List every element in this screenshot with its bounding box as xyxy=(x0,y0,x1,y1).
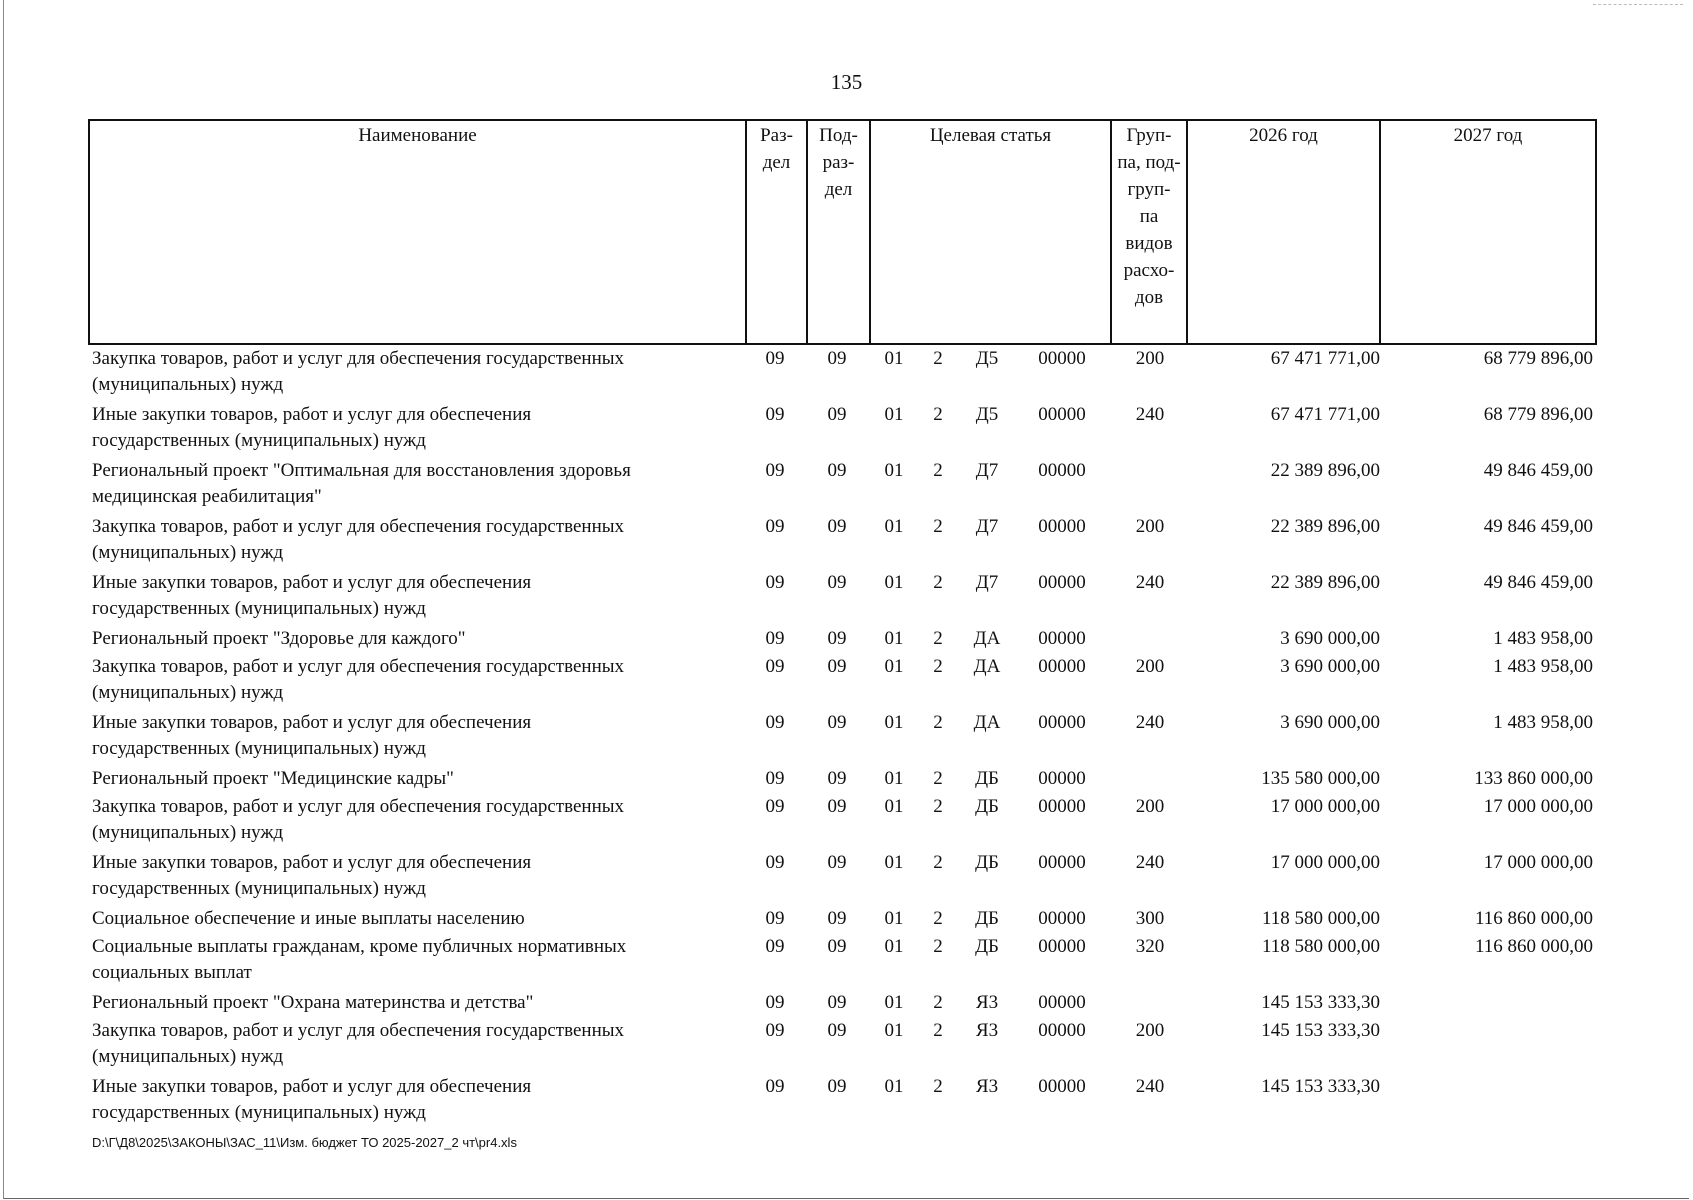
expense-group-cell: 300 xyxy=(1135,908,1165,929)
row-name-cell xyxy=(92,654,712,706)
header-divider xyxy=(1379,119,1381,345)
amount-2026-cell: 145 153 333,30 xyxy=(1261,1020,1380,1041)
row-name-cell xyxy=(92,402,712,454)
header-divider xyxy=(869,119,871,345)
subsection-cell: 09 xyxy=(827,908,847,929)
row-name-line: (муниципальных) нужд xyxy=(92,1046,284,1067)
row-name-line: Региональный проект "Охрана материнства и детства" xyxy=(92,992,534,1013)
target-article-part1-cell: 01 xyxy=(884,404,904,425)
section-cell: 09 xyxy=(765,936,785,957)
target-article-part3-cell: ДБ xyxy=(975,796,999,817)
section-cell: 09 xyxy=(765,572,785,593)
target-article-part4-cell: 00000 xyxy=(1038,572,1086,593)
target-article-part4-cell: 00000 xyxy=(1038,908,1086,929)
target-article-part3-cell: Д5 xyxy=(975,404,999,425)
amount-2026-cell: 22 389 896,00 xyxy=(1270,572,1380,593)
target-article-part4-cell: 00000 xyxy=(1038,1020,1086,1041)
amount-2026-cell: 3 690 000,00 xyxy=(1280,656,1380,677)
row-name-line: (муниципальных) нужд xyxy=(92,374,284,395)
target-article-part4-cell: 00000 xyxy=(1038,656,1086,677)
row-name-line: государственных (муниципальных) нужд xyxy=(92,598,426,619)
target-article-part3-cell: ДА xyxy=(973,656,1001,677)
target-article-part4-cell: 00000 xyxy=(1038,460,1086,481)
amount-2026-cell: 135 580 000,00 xyxy=(1261,768,1380,789)
section-cell: 09 xyxy=(765,1076,785,1097)
row-name-cell xyxy=(92,906,712,932)
row-name-line: Закупка товаров, работ и услуг для обеспечения государственных xyxy=(92,796,625,817)
row-name-line: Региональный проект "Оптимальная для восстановления здоровья xyxy=(92,460,631,481)
section-cell: 09 xyxy=(765,796,785,817)
target-article-part1-cell: 01 xyxy=(884,712,904,733)
amount-2026-cell: 67 471 771,00 xyxy=(1270,404,1380,425)
amount-2026-cell: 118 580 000,00 xyxy=(1261,936,1380,957)
target-article-part3-cell: ДБ xyxy=(975,936,999,957)
target-article-part1-cell: 01 xyxy=(884,908,904,929)
header-name: Наименование xyxy=(358,125,477,146)
target-article-part2-cell: 2 xyxy=(933,348,943,369)
target-article-part2-cell: 2 xyxy=(933,1020,943,1041)
expense-group-cell: 200 xyxy=(1135,348,1165,369)
row-name-cell xyxy=(92,346,712,398)
expense-group-cell: 240 xyxy=(1135,852,1165,873)
row-name-cell xyxy=(92,934,712,986)
scan-corner-mark xyxy=(1593,4,1683,6)
target-article-part1-cell: 01 xyxy=(884,1076,904,1097)
amount-2026-cell: 17 000 000,00 xyxy=(1270,852,1380,873)
target-article-part2-cell: 2 xyxy=(933,628,943,649)
row-name-line: Региональный проект "Здоровье для каждого" xyxy=(92,628,466,649)
row-name-line: Социальные выплаты гражданам, кроме публичных нормативных xyxy=(92,936,627,957)
target-article-part2-cell: 2 xyxy=(933,572,943,593)
amount-2027-cell: 49 846 459,00 xyxy=(1483,460,1593,481)
section-cell: 09 xyxy=(765,908,785,929)
row-name-line: Иные закупки товаров, работ и услуг для обеспечения xyxy=(92,572,532,593)
amount-2026-cell: 67 471 771,00 xyxy=(1270,348,1380,369)
header-year-2027: 2027 год xyxy=(1453,125,1523,146)
target-article-part4-cell: 00000 xyxy=(1038,348,1086,369)
target-article-part3-cell: Д7 xyxy=(975,516,999,537)
header-divider xyxy=(1186,119,1188,345)
row-name-cell xyxy=(92,710,712,762)
expense-group-cell: 200 xyxy=(1135,1020,1165,1041)
target-article-part1-cell: 01 xyxy=(884,1020,904,1041)
target-article-part1-cell: 01 xyxy=(884,348,904,369)
target-article-part2-cell: 2 xyxy=(933,712,943,733)
target-article-part2-cell: 2 xyxy=(933,852,943,873)
amount-2027-cell: 1 483 958,00 xyxy=(1493,712,1593,733)
amount-2026-cell: 22 389 896,00 xyxy=(1270,460,1380,481)
row-name-line: Закупка товаров, работ и услуг для обеспечения государственных xyxy=(92,348,625,369)
row-name-line: государственных (муниципальных) нужд xyxy=(92,878,426,899)
subsection-cell: 09 xyxy=(827,516,847,537)
target-article-part3-cell: Я3 xyxy=(975,1020,999,1041)
amount-2026-cell: 17 000 000,00 xyxy=(1270,796,1380,817)
target-article-part4-cell: 00000 xyxy=(1038,936,1086,957)
target-article-part4-cell: 00000 xyxy=(1038,1076,1086,1097)
subsection-cell: 09 xyxy=(827,1020,847,1041)
subsection-cell: 09 xyxy=(827,852,847,873)
target-article-part1-cell: 01 xyxy=(884,768,904,789)
target-article-part2-cell: 2 xyxy=(933,796,943,817)
row-name-cell xyxy=(92,990,712,1016)
subsection-cell: 09 xyxy=(827,936,847,957)
amount-2026-cell: 145 153 333,30 xyxy=(1261,1076,1380,1097)
footer-file-path: D:\Г\Д8\2025\ЗАКОНЫ\ЗАС_11\Изм. бюджет ТО 2025-2027_2 чт\pr4.xls xyxy=(92,1135,517,1150)
row-name-line: государственных (муниципальных) нужд xyxy=(92,738,426,759)
target-article-part4-cell: 00000 xyxy=(1038,768,1086,789)
row-name-line: медицинская реабилитация" xyxy=(92,486,322,507)
target-article-part3-cell: ДА xyxy=(973,712,1001,733)
expense-group-cell: 200 xyxy=(1135,516,1165,537)
page-number: 135 xyxy=(830,70,863,94)
target-article-part4-cell: 00000 xyxy=(1038,404,1086,425)
row-name-cell xyxy=(92,514,712,566)
section-cell: 09 xyxy=(765,768,785,789)
amount-2027-cell: 49 846 459,00 xyxy=(1483,516,1593,537)
target-article-part4-cell: 00000 xyxy=(1038,992,1086,1013)
target-article-part1-cell: 01 xyxy=(884,572,904,593)
amount-2027-cell: 49 846 459,00 xyxy=(1483,572,1593,593)
subsection-cell: 09 xyxy=(827,712,847,733)
target-article-part1-cell: 01 xyxy=(884,936,904,957)
section-cell: 09 xyxy=(765,628,785,649)
target-article-part2-cell: 2 xyxy=(933,992,943,1013)
amount-2027-cell: 1 483 958,00 xyxy=(1493,656,1593,677)
section-cell: 09 xyxy=(765,348,785,369)
amount-2027-cell: 133 860 000,00 xyxy=(1474,768,1593,789)
target-article-part3-cell: Я3 xyxy=(975,992,999,1013)
amount-2026-cell: 145 153 333,30 xyxy=(1261,992,1380,1013)
amount-2027-cell: 68 779 896,00 xyxy=(1483,404,1593,425)
row-name-line: Региональный проект "Медицинские кадры" xyxy=(92,768,454,789)
section-cell: 09 xyxy=(765,656,785,677)
target-article-part3-cell: ДА xyxy=(973,628,1001,649)
subsection-cell: 09 xyxy=(827,572,847,593)
target-article-part3-cell: ДБ xyxy=(975,908,999,929)
target-article-part2-cell: 2 xyxy=(933,768,943,789)
expense-group-cell: 240 xyxy=(1135,1076,1165,1097)
target-article-part4-cell: 00000 xyxy=(1038,628,1086,649)
section-cell: 09 xyxy=(765,1020,785,1041)
target-article-part2-cell: 2 xyxy=(933,516,943,537)
target-article-part1-cell: 01 xyxy=(884,628,904,649)
header-subsection: Под- раз- дел xyxy=(819,125,858,200)
amount-2027-cell: 17 000 000,00 xyxy=(1483,796,1593,817)
target-article-part2-cell: 2 xyxy=(933,936,943,957)
row-name-line: государственных (муниципальных) нужд xyxy=(92,1102,426,1123)
row-name-cell xyxy=(92,1074,712,1126)
section-cell: 09 xyxy=(765,460,785,481)
expense-group-cell: 240 xyxy=(1135,712,1165,733)
row-name-cell xyxy=(92,626,712,652)
section-cell: 09 xyxy=(765,516,785,537)
amount-2027-cell: 116 860 000,00 xyxy=(1474,936,1593,957)
amount-2026-cell: 22 389 896,00 xyxy=(1270,516,1380,537)
section-cell: 09 xyxy=(765,404,785,425)
header-expense-group: Груп- па, под- груп- па видов расхо- дов xyxy=(1117,125,1181,308)
subsection-cell: 09 xyxy=(827,460,847,481)
target-article-part3-cell: ДБ xyxy=(975,852,999,873)
amount-2026-cell: 3 690 000,00 xyxy=(1280,712,1380,733)
row-name-line: Закупка товаров, работ и услуг для обеспечения государственных xyxy=(92,656,625,677)
row-name-line: Иные закупки товаров, работ и услуг для обеспечения xyxy=(92,404,532,425)
amount-2026-cell: 118 580 000,00 xyxy=(1261,908,1380,929)
target-article-part3-cell: Д7 xyxy=(975,460,999,481)
target-article-part3-cell: Д7 xyxy=(975,572,999,593)
row-name-line: Иные закупки товаров, работ и услуг для обеспечения xyxy=(92,852,532,873)
row-name-line: Иные закупки товаров, работ и услуг для обеспечения xyxy=(92,712,532,733)
row-name-line: (муниципальных) нужд xyxy=(92,682,284,703)
section-cell: 09 xyxy=(765,852,785,873)
target-article-part4-cell: 00000 xyxy=(1038,852,1086,873)
target-article-part1-cell: 01 xyxy=(884,992,904,1013)
expense-group-cell: 320 xyxy=(1135,936,1165,957)
row-name-line: Социальное обеспечение и иные выплаты населению xyxy=(92,908,525,929)
header-year-2026: 2026 год xyxy=(1249,125,1318,146)
row-name-line: (муниципальных) нужд xyxy=(92,542,284,563)
subsection-cell: 09 xyxy=(827,628,847,649)
row-name-line: (муниципальных) нужд xyxy=(92,822,284,843)
section-cell: 09 xyxy=(765,992,785,1013)
target-article-part2-cell: 2 xyxy=(933,908,943,929)
subsection-cell: 09 xyxy=(827,768,847,789)
target-article-part1-cell: 01 xyxy=(884,852,904,873)
target-article-part1-cell: 01 xyxy=(884,460,904,481)
row-name-line: Закупка товаров, работ и услуг для обеспечения государственных xyxy=(92,1020,625,1041)
target-article-part3-cell: ДБ xyxy=(975,768,999,789)
subsection-cell: 09 xyxy=(827,656,847,677)
target-article-part1-cell: 01 xyxy=(884,656,904,677)
target-article-part4-cell: 00000 xyxy=(1038,516,1086,537)
target-article-part3-cell: Д5 xyxy=(975,348,999,369)
target-article-part3-cell: Я3 xyxy=(975,1076,999,1097)
row-name-cell xyxy=(92,458,712,510)
target-article-part4-cell: 00000 xyxy=(1038,796,1086,817)
subsection-cell: 09 xyxy=(827,404,847,425)
subsection-cell: 09 xyxy=(827,1076,847,1097)
target-article-part1-cell: 01 xyxy=(884,796,904,817)
target-article-part4-cell: 00000 xyxy=(1038,712,1086,733)
subsection-cell: 09 xyxy=(827,796,847,817)
expense-group-cell: 240 xyxy=(1135,572,1165,593)
amount-2026-cell: 3 690 000,00 xyxy=(1280,628,1380,649)
row-name-cell xyxy=(92,794,712,846)
expense-group-cell: 200 xyxy=(1135,656,1165,677)
subsection-cell: 09 xyxy=(827,348,847,369)
expense-group-cell: 200 xyxy=(1135,796,1165,817)
amount-2027-cell: 116 860 000,00 xyxy=(1474,908,1593,929)
header-section: Раз- дел xyxy=(760,125,793,173)
amount-2027-cell: 1 483 958,00 xyxy=(1493,628,1593,649)
row-name-cell xyxy=(92,766,712,792)
target-article-part2-cell: 2 xyxy=(933,404,943,425)
target-article-part2-cell: 2 xyxy=(933,656,943,677)
row-name-line: Иные закупки товаров, работ и услуг для обеспечения xyxy=(92,1076,532,1097)
row-name-line: Закупка товаров, работ и услуг для обеспечения государственных xyxy=(92,516,625,537)
header-target-article: Целевая статья xyxy=(929,125,1052,146)
expense-group-cell: 240 xyxy=(1135,404,1165,425)
row-name-cell xyxy=(92,570,712,622)
target-article-part2-cell: 2 xyxy=(933,460,943,481)
subsection-cell: 09 xyxy=(827,992,847,1013)
target-article-part1-cell: 01 xyxy=(884,516,904,537)
amount-2027-cell: 17 000 000,00 xyxy=(1483,852,1593,873)
amount-2027-cell: 68 779 896,00 xyxy=(1483,348,1593,369)
row-name-cell xyxy=(92,850,712,902)
target-article-part2-cell: 2 xyxy=(933,1076,943,1097)
row-name-cell xyxy=(92,1018,712,1070)
row-name-line: социальных выплат xyxy=(92,962,252,983)
section-cell: 09 xyxy=(765,712,785,733)
row-name-line: государственных (муниципальных) нужд xyxy=(92,430,426,451)
